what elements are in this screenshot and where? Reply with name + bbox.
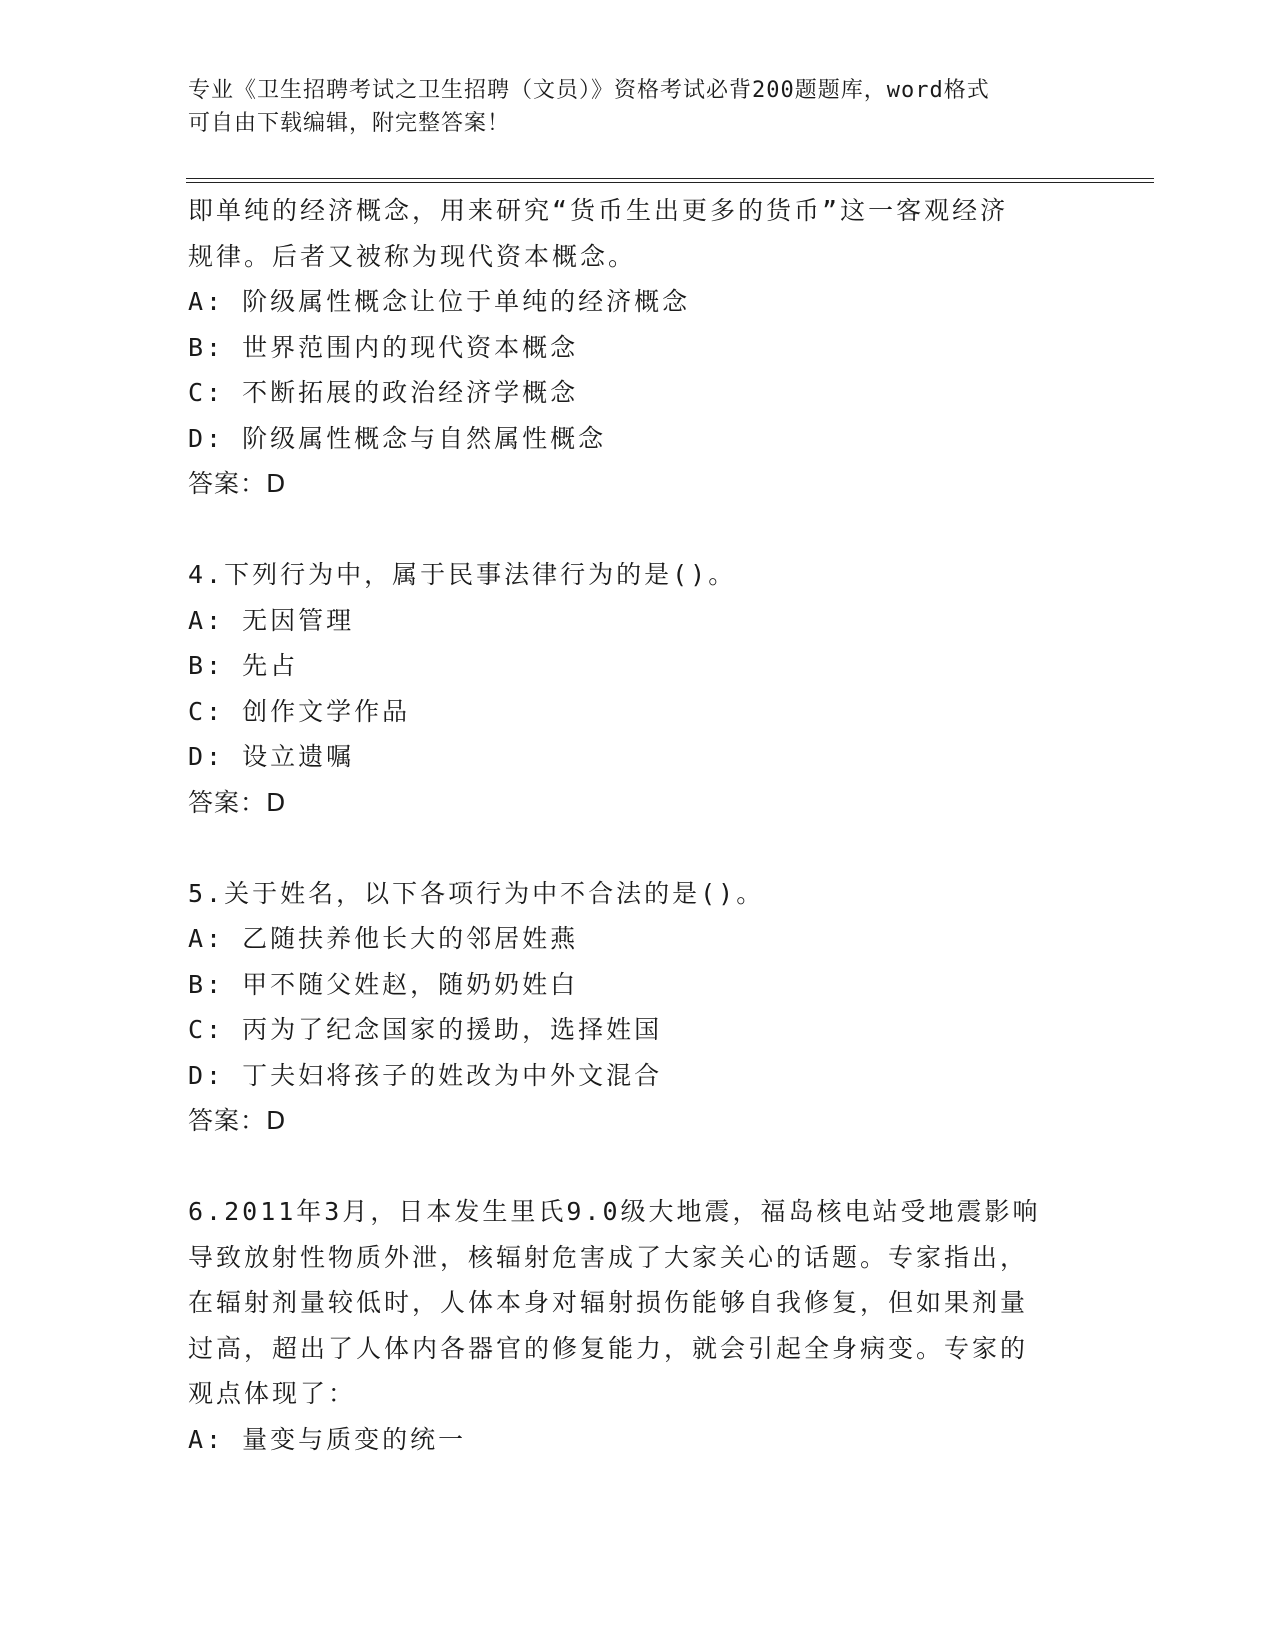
- question-stem: 观点体现了：: [188, 1379, 357, 1408]
- option-a: A: 乙随扶养他长大的邻居姓燕: [188, 924, 579, 953]
- answer-line: 答案：D: [188, 469, 287, 498]
- option-c: C: 不断拓展的政治经济学概念: [188, 378, 579, 407]
- question-text-line: 规律。后者又被称为现代资本概念。: [188, 241, 637, 271]
- option-b: B: 甲不随父姓赵，随奶奶姓白: [188, 969, 579, 999]
- option-a: A: 无因管理: [188, 605, 355, 635]
- question-6: [188, 1189, 1068, 1462]
- question-stem: 6.2011年3月，日本发生里氏9.0级大地震，福岛核电站受地震影响: [188, 1197, 1041, 1226]
- spacer: [188, 1144, 1068, 1190]
- question-list: [188, 188, 1068, 1462]
- question-stem: 5.关于姓名，以下各项行为中不合法的是()。: [188, 878, 765, 908]
- option-d: D: 设立遗嘱: [188, 742, 355, 771]
- question-stem: 过高，超出了人体内各器官的修复能力，就会引起全身病变。专家的: [188, 1333, 1029, 1363]
- answer-line: 答案：D: [188, 787, 287, 817]
- question-5: [188, 871, 1068, 1144]
- option-d: D: 丁夫妇将孩子的姓改为中外文混合: [188, 1060, 663, 1090]
- question-stem: 在辐射剂量较低时，人体本身对辐射损伤能够自我修复，但如果剂量: [188, 1288, 1029, 1317]
- option-b: B: 世界范围内的现代资本概念: [188, 332, 579, 362]
- option-a: A: 量变与质变的统一: [188, 1424, 467, 1454]
- option-c: C: 丙为了纪念国家的援助，选择姓国: [188, 1015, 663, 1044]
- question-stem: 导致放射性物质外泄，核辐射危害成了大家关心的话题。专家指出，: [188, 1242, 1029, 1272]
- question-text-line: 即单纯的经济概念，用来研究“货币生出更多的货币”这一客观经济: [188, 196, 1009, 225]
- question-4: [188, 552, 1068, 825]
- spacer: [188, 825, 1068, 871]
- option-c: C: 创作文学作品: [188, 696, 411, 726]
- header-line: 专业《卫生招聘考试之卫生招聘（文员）》资格考试必背200题题库，word格式: [188, 78, 990, 103]
- question-stem: 4.下列行为中，属于民事法律行为的是()。: [188, 560, 737, 589]
- option-b: B: 先占: [188, 651, 299, 680]
- option-d: D: 阶级属性概念与自然属性概念: [188, 423, 607, 453]
- document-header: [188, 74, 1068, 140]
- option-a: A: 阶级属性概念让位于单纯的经济概念: [188, 287, 691, 316]
- spacer: [188, 507, 1068, 553]
- header-line: 可自由下载编辑，附完整答案！: [188, 111, 511, 136]
- question-continuation: [188, 188, 1068, 507]
- answer-line: 答案：D: [188, 1106, 287, 1135]
- header-divider: [186, 178, 1154, 183]
